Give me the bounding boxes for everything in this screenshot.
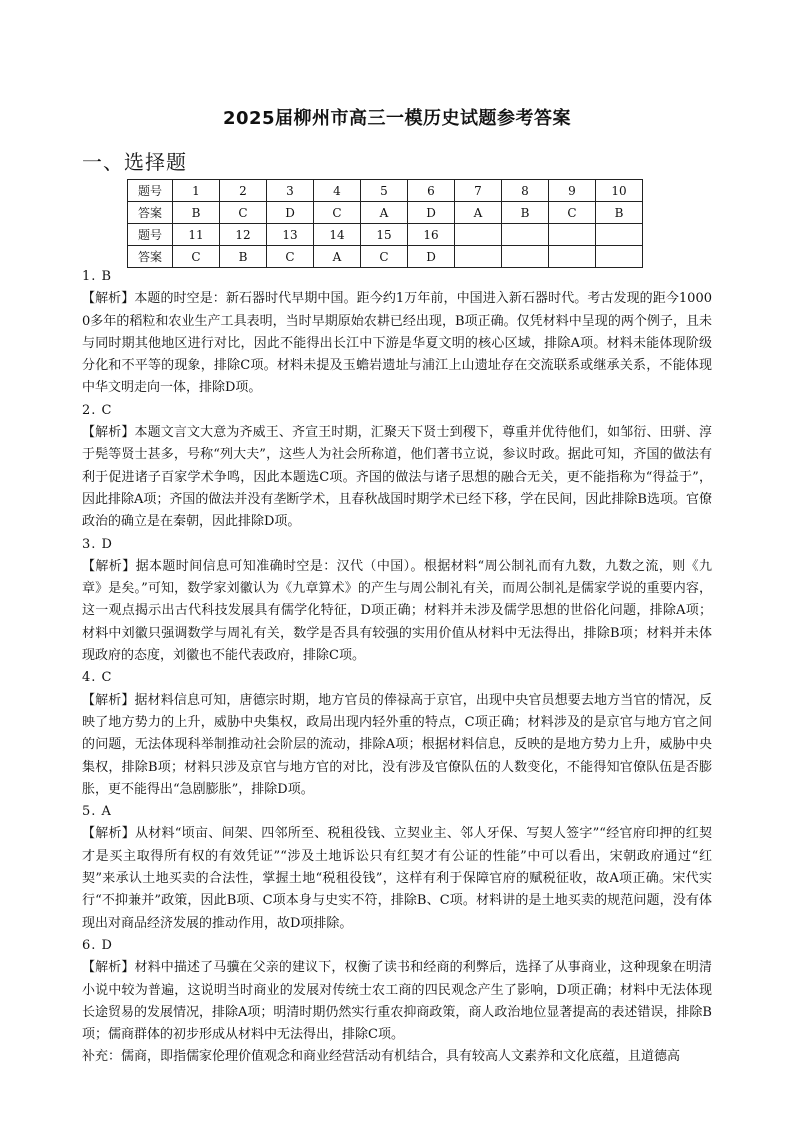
table-cell: C — [267, 246, 314, 268]
table-cell: 1 — [173, 180, 220, 202]
table-cell: 7 — [455, 180, 502, 202]
table-cell — [549, 246, 596, 268]
section-heading: 一、选择题 — [82, 150, 187, 174]
table-cell — [549, 224, 596, 246]
table-cell: 6 — [408, 180, 455, 202]
item-analysis: 【解析】从材料“顷亩、间架、四邻所至、税租役钱、立契业主、邻人牙保、写契人签字”“经官府印押的红契才是买主取得所有权的有效凭证”“涉及土地诉讼只有红契才有公证的性能”中可以看出，宋朝政府通过“红契”来承认土地买卖的合法性，掌握土地“税租役钱”，这样有利于保障官府的赋税征收，故A项正确。宋代实行“不抑兼并”政策，因此B项、C项本身与史实不符，排除B、C项。材料讲的是土地买卖的规范问题，没有体现出对商品经济发展的推动作用，故D项排除。 — [82, 826, 712, 931]
table-cell: 5 — [361, 180, 408, 202]
table-cell: D — [408, 202, 455, 224]
table-cell: 16 — [408, 224, 455, 246]
table-cell: C — [549, 202, 596, 224]
item-analysis: 【解析】材料中描述了马骥在父亲的建议下，权衡了读书和经商的利弊后，选择了从事商业，这种现象在明清小说中较为普遍，这说明当时商业的发展对传统士农工商的四民观念产生了影响，D项正确；材料中无法体现长途贸易的发展情况，排除A项；明清时期仍然实行重农抑商政策，商人政治地位显著提高的表述错误，排除B项；儒商群体的初步形成从材料中无法得出，排除C项。 — [82, 960, 712, 1043]
table-cell: D — [267, 202, 314, 224]
item-analysis: 【解析】据材料信息可知，唐德宗时期，地方官员的俸禄高于京官，出现中央官员想要去地方当官的情况，反映了地方势力的上升，威胁中央集权，政局出现内轻外重的特点，C项正确；材料涉及的是京官与地方官之间的问题，无法体现科举制推动社会阶层的流动，排除A项；根据材料信息，反映的是地方势力上升，威胁中央集权，排除B项；材料只涉及京官与地方官的对比，没有涉及官僚队伍的人数变化，不能得知官僚队伍是否膨胀，更不能得出“急剧膨胀”，排除D项。 — [82, 692, 712, 797]
table-row — [128, 202, 643, 224]
table-cell — [502, 224, 549, 246]
table-cell: B — [220, 246, 267, 268]
table-cell: 14 — [314, 224, 361, 246]
table-row — [128, 224, 643, 246]
table-cell — [502, 246, 549, 268]
table-cell: 10 — [596, 180, 643, 202]
supplement-note: 补充：儒商，即指儒家伦理价值观念和商业经营活动有机结合，具有较高人文素养和文化底蕴，且道德高 — [82, 1049, 681, 1065]
item-number: 4. C — [82, 670, 113, 686]
table-cell: C — [220, 202, 267, 224]
table-row — [128, 180, 643, 202]
page-title: 2025届柳州市高三一模历史试题参考答案 — [222, 108, 572, 129]
table-cell: 8 — [502, 180, 549, 202]
item-number: 3. D — [82, 536, 113, 552]
table-cell: A — [455, 202, 502, 224]
table-cell: D — [408, 246, 455, 268]
item-analysis: 【解析】本题文言文大意为齐威王、齐宣王时期，汇聚天下贤士到稷下，尊重并优待他们，如邹衍、田骈、淳于髡等贤士甚多，号称“列大夫”，这些人为社会所称道，他们著书立说，参议时政。据此可知，齐国的做法有利于促进诸子百家学术争鸣，因此本题选C项。齐国的做法与诸子思想的融合无关，更不能指称为“得益于”，因此排除A项；齐国的做法并没有垄断学术，且春秋战国时期学术已经下移，学在民间，因此排除B选项。官僚政治的确立是在秦朝，因此排除D项。 — [82, 425, 712, 530]
table-cell — [596, 246, 643, 268]
table-cell: 4 — [314, 180, 361, 202]
item-analysis: 【解析】据本题时间信息可知准确时空是：汉代（中国）。根据材料“周公制礼而有九数，九数之流，则《九章》是矣。”可知，数学家刘徽认为《九章算术》的产生与周公制礼有关，而周公制礼是儒家学说的重要内容，这一观点揭示出古代科技发展具有儒学化特征，D项正确；材料并未涉及儒学思想的世俗化问题，排除A项；材料中刘徽只强调数学与周礼有关，数学是否具有较强的实用价值从材料中无法得出，排除B项；材料并未体现政府的态度，刘徽也不能代表政府，排除C项。 — [82, 558, 712, 664]
answer-table — [127, 179, 643, 268]
table-cell: B — [502, 202, 549, 224]
row-header-cell: 答案 — [128, 202, 173, 224]
table-cell: A — [314, 246, 361, 268]
table-cell — [596, 224, 643, 246]
table-cell: C — [314, 202, 361, 224]
answer-explanations — [82, 266, 712, 1069]
row-header-cell: 题号 — [128, 180, 173, 202]
row-header-cell: 题号 — [128, 224, 173, 246]
item-number: 1. B — [82, 269, 113, 284]
table-row — [128, 246, 643, 268]
table-cell: A — [361, 202, 408, 224]
row-header-cell: 答案 — [128, 246, 173, 268]
table-cell: C — [173, 246, 220, 268]
table-cell: 13 — [267, 224, 314, 246]
item-number: 5. A — [82, 804, 112, 820]
table-cell: 12 — [220, 224, 267, 246]
table-cell — [455, 224, 502, 246]
table-cell: 2 — [220, 180, 267, 202]
item-number: 6. D — [82, 937, 113, 953]
table-cell: 3 — [267, 180, 314, 202]
table-cell: 11 — [173, 224, 220, 246]
item-analysis: 【解析】本题的时空是：新石器时代早期中国。距今约1万年前，中国进入新石器时代。考古发现的距今10000多年的稻粒和农业生产工具表明，当时早期原始农耕已经出现，B项正确。仅凭材料中呈现的两个例子，且未与同时期其他地区进行对比，因此不能得出长江中下游是华夏文明的核心区域，排除A项。材料未能体现阶级分化和不平等的现象，排除C项。材料未提及玉蟾岩遗址与浦江上山遗址存在交流联系或继承关系，不能体现中华文明走向一体，排除D项。 — [82, 291, 712, 396]
item-number: 2. C — [82, 402, 113, 418]
table-cell: C — [361, 246, 408, 268]
table-cell: B — [596, 202, 643, 224]
table-cell: B — [173, 202, 220, 224]
table-cell: 9 — [549, 180, 596, 202]
table-cell — [455, 246, 502, 268]
table-cell: 15 — [361, 224, 408, 246]
